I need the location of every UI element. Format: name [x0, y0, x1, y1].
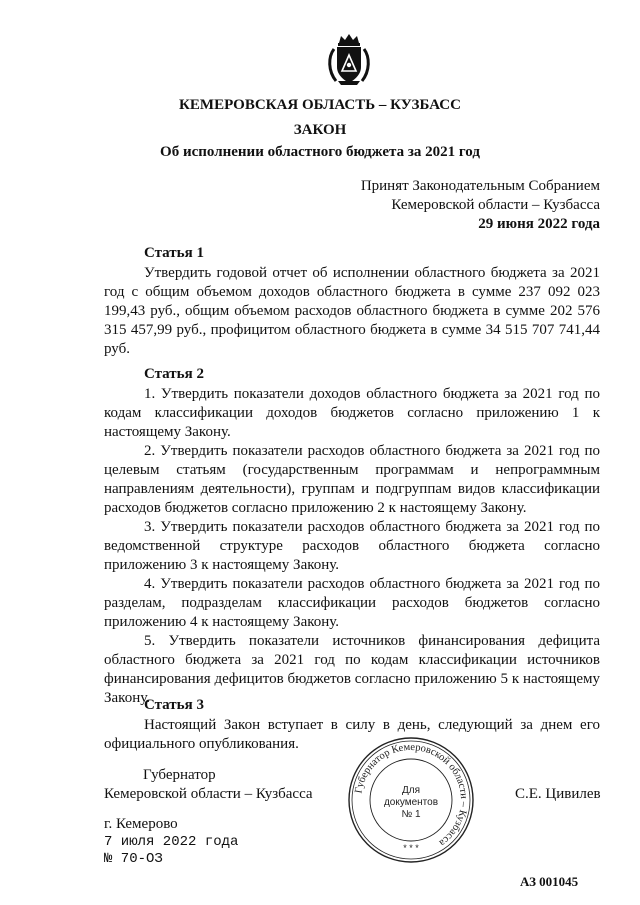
article-2-item-1: 1. Утвердить показатели доходов областного бюджета за 2021 год по кодам классификации доходов бюджетов согласно приложению 1 к настоящему Закону.: [104, 386, 600, 440]
article-2-item-3: 3. Утвердить показатели расходов областного бюджета за 2021 год по ведомственной структуре расходов областного бюджета согласно приложению 3 к настоящему Закону.: [104, 519, 600, 573]
governor-name: С.Е. Цивилев: [515, 786, 601, 802]
adoption-line-1: Принят Законодательным Собранием: [360, 178, 600, 194]
seal-stars: * * *: [403, 843, 419, 853]
adoption-block: [300, 177, 600, 234]
region-heading: КЕМЕРОВСКАЯ ОБЛАСТЬ – КУЗБАСС: [179, 97, 461, 113]
official-seal: [346, 735, 476, 865]
article-2-title: Статья 2: [144, 366, 204, 382]
article-1-paragraph: Утвердить годовой отчет об исполнении областного бюджета за 2021 год с общим объемом доходов областного бюджета в сумме 237 092 023 199,43 руб., общим объемом расходов областного бюджета в сумме 202 576 315 457,99 руб., профицитом областного бюджета в сумме 34 515 707 741,44 руб.: [104, 265, 600, 357]
seal-center-line-2: документов: [383, 797, 439, 808]
governor-region: Кемеровской области – Кузбасса: [104, 786, 313, 802]
article-3-title: Статья 3: [144, 697, 204, 713]
law-title: Об исполнении областного бюджета за 2021 год: [160, 144, 480, 160]
seal-center-line-1: Для: [401, 785, 421, 796]
article-2-item-4: 4. Утвердить показатели расходов областного бюджета за 2021 год по разделам, подразделам классификации расходов бюджетов согласно приложению 4 к настоящему Закону.: [104, 576, 600, 630]
seal-ring-text: Губернатор Кемеровской области – Кузбасса: [353, 741, 470, 849]
article-1-title: Статья 1: [144, 245, 204, 261]
governor-title: Губернатор: [143, 767, 216, 783]
document-type: ЗАКОН: [293, 122, 347, 138]
footer-city: г. Кемерово: [104, 816, 178, 832]
article-3-paragraph: Настоящий Закон вступает в силу в день, следующий за днем его официального опубликования.: [104, 717, 600, 752]
footer-law-number: № 70-ОЗ: [104, 851, 163, 867]
article-2-item-5: 5. Утвердить показатели источников финансирования дефицита областного бюджета за 2021 год по кодам классификации источников финансирования дефицитов бюджетов согласно приложению 5 к настоящему Закону.: [104, 633, 600, 706]
coat-of-arms-emblem: [326, 33, 372, 87]
adoption-date: 29 июня 2022 года: [478, 216, 600, 232]
seal-center-line-3: № 1: [401, 809, 421, 820]
adoption-line-2: Кемеровской области – Кузбасса: [391, 197, 600, 213]
article-2-item-2: 2. Утвердить показатели расходов областного бюджета за 2021 год по целевым статьям (государственным программам и непрограммным направлениям деятельности), группам и подгруппам видов классификации расходов бюджетов согласно приложению 2 к настоящему Закону.: [104, 443, 600, 516]
form-serial-code: АЗ 001045: [520, 874, 579, 889]
footer-date: 7 июля 2022 года: [104, 834, 239, 850]
